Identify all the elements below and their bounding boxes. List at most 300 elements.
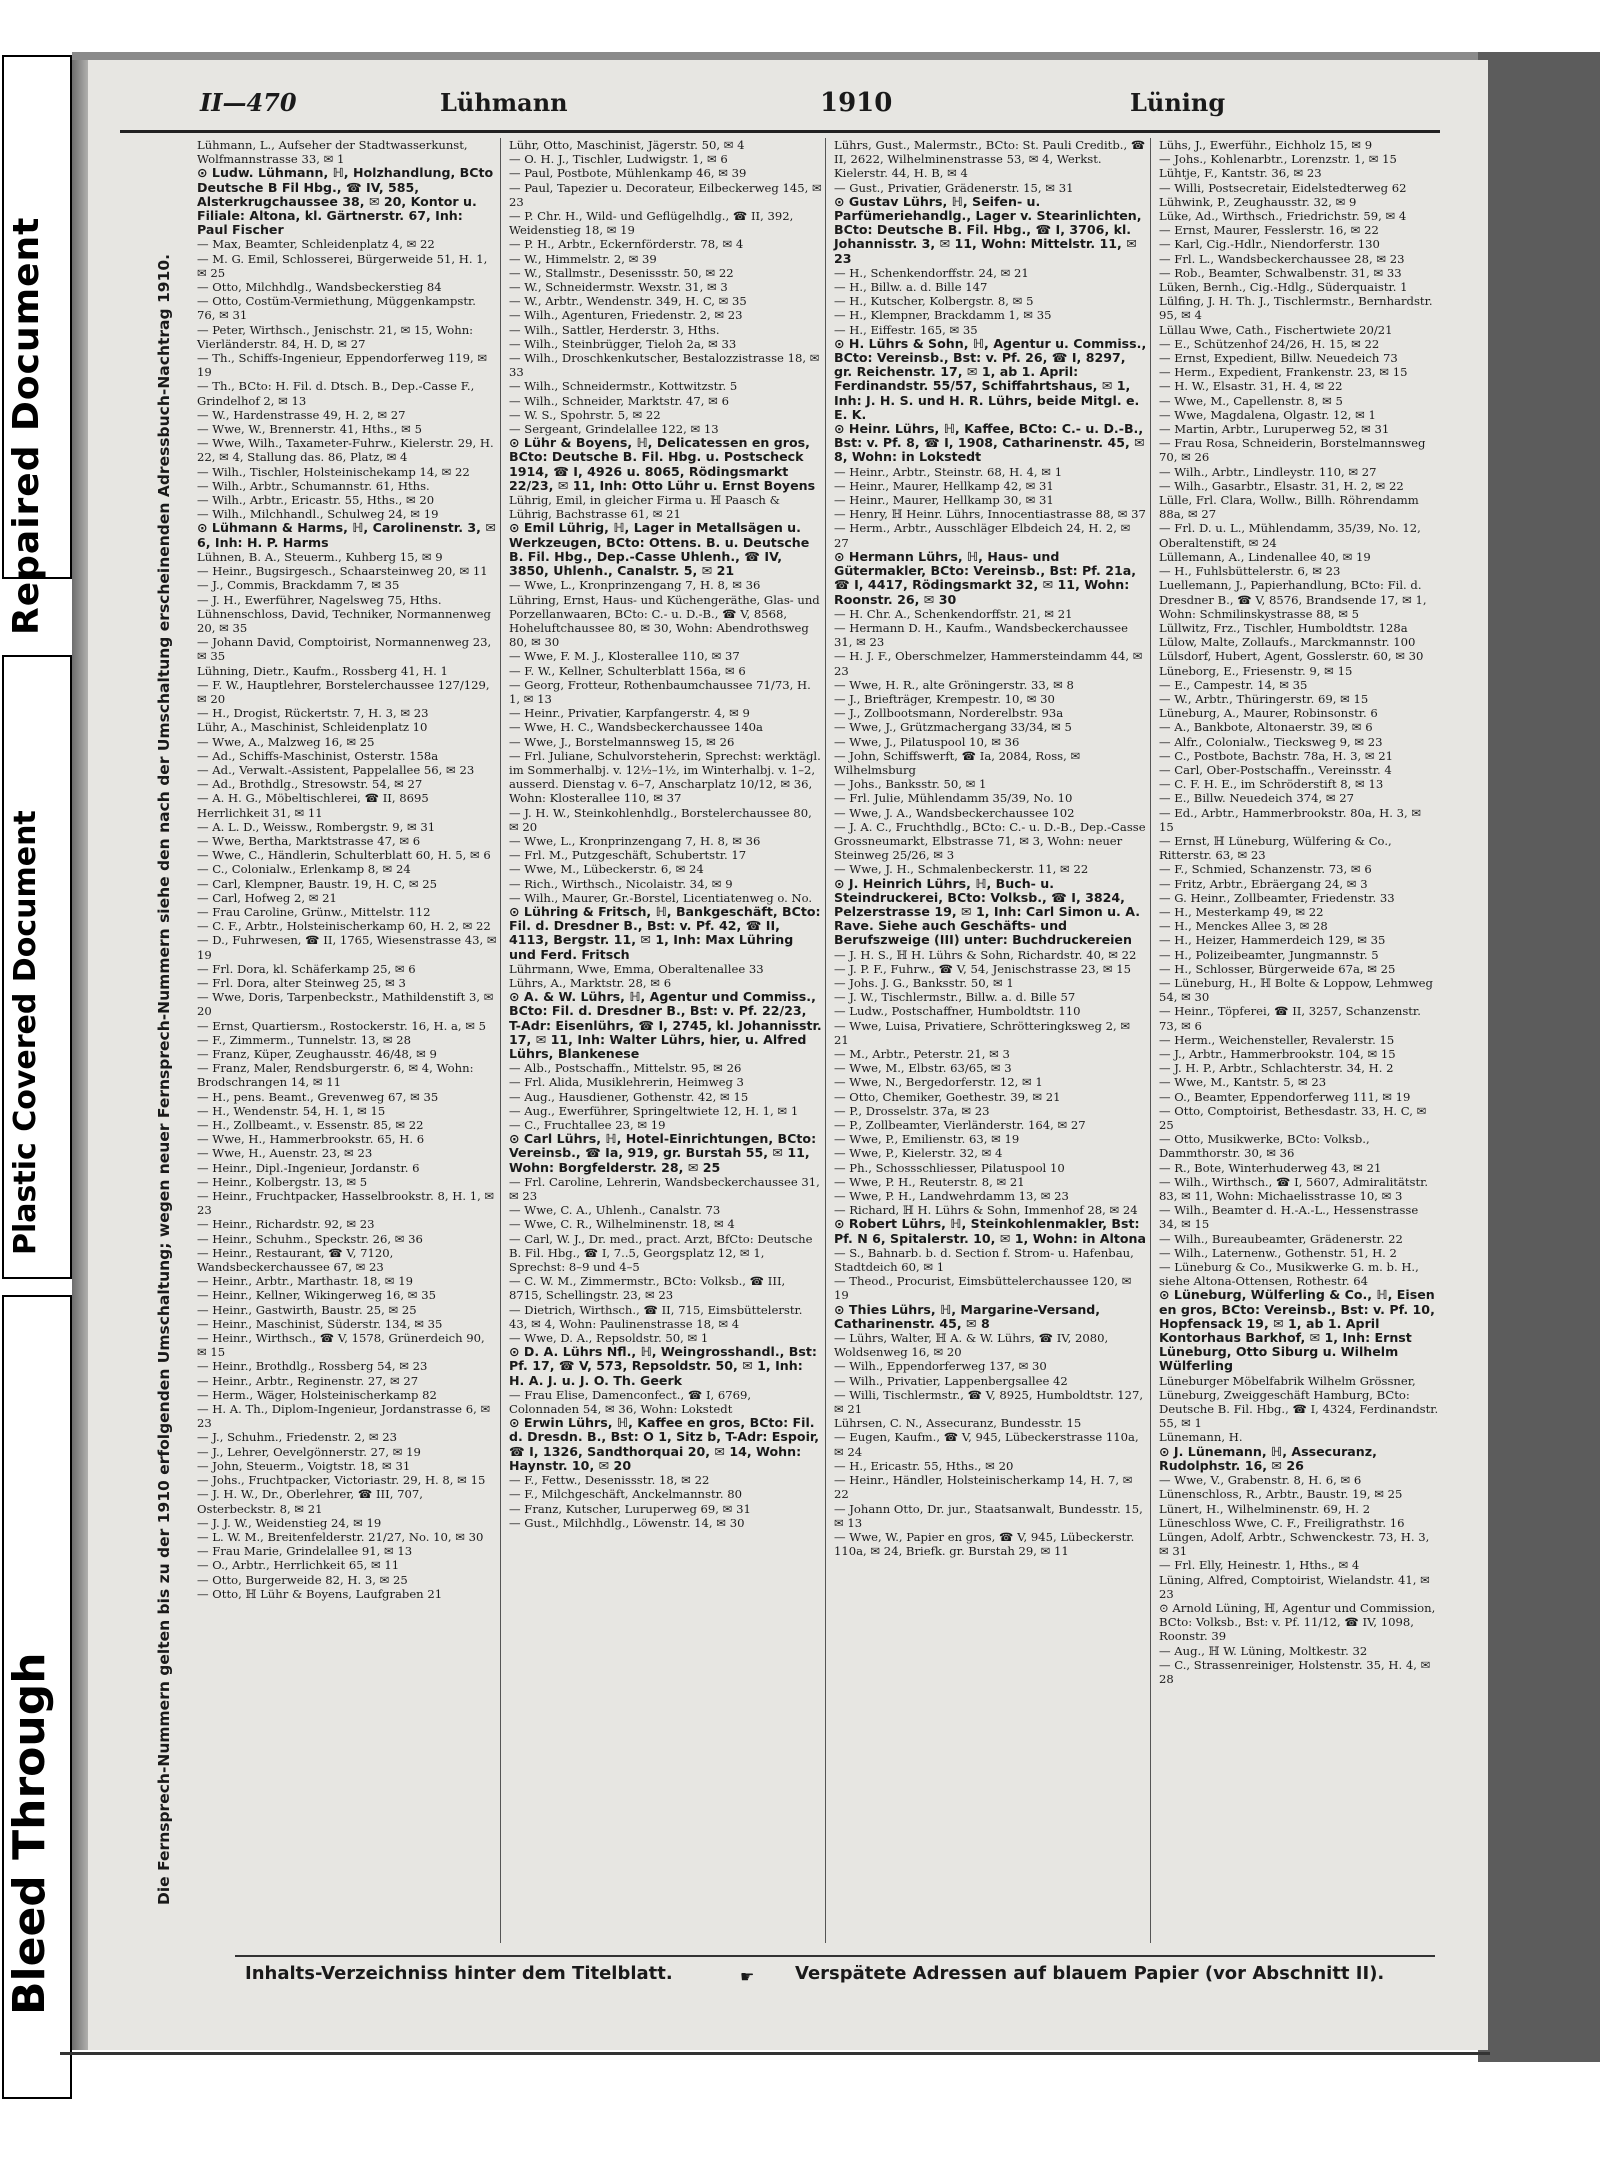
directory-entry: — Th., Schiffs-Ingenieur, Eppendorferweg 119, ✉ 19: [197, 351, 488, 380]
header-year: 1910: [820, 88, 893, 118]
directory-entry: — Johs., Kohlenarbtr., Lorenzstr. 1, ✉ 15: [1159, 152, 1397, 167]
directory-entry: — Wwe, H. C., Wandsbeckerchaussee 140a: [509, 720, 763, 735]
directory-entry: Lüngen, Adolf, Arbtr., Schwenckestr. 73, H. 3, ✉ 31: [1159, 1529, 1430, 1559]
directory-entry: ⊙ Emil Lührig, ℍ, Lager in Metallsägen u. Werkzeugen, BCto: Ottens. B. u. Deutsche B. Fil. Hbg., Dep.-Casse Uhlenh., ☎ IV, 3850, Uhlenh., Canalstr. 5, ✉ 21: [509, 520, 810, 579]
directory-entry: — Wilh., Maurer, Gr.-Borstel, Licentiatenweg o. No.: [509, 890, 813, 905]
directory-entry: — E., Schützenhof 24/26, H. 15, ✉ 22: [1159, 336, 1380, 351]
directory-entry: — Heinr., Restaurant, ☎ V, 7120, Wandsbeckerchaussee 67, ✉ 23: [197, 1245, 394, 1275]
directory-entry: — Ph., Schossschliesser, Pilatuspool 10: [834, 1160, 1065, 1175]
directory-entry: — Martin, Arbtr., Luruperweg 52, ✉ 31: [1159, 422, 1390, 437]
directory-entry: — Wwe, W., Papier en gros, ☎ V, 945, Lübeckerstr. 110a, ✉ 24, Briefk. gr. Burstah 29, ✉ 11: [834, 1529, 1135, 1559]
label-strip: [0, 55, 72, 2105]
directory-entry: — Heinr., Maurer, Hellkamp 30, ✉ 31: [834, 493, 1054, 508]
directory-entry: — M. G. Emil, Schlosserei, Bürgerweide 51, H. 1, ✉ 25: [197, 251, 488, 280]
footer-index-note: Inhalts-Verzeichniss hinter dem Titelblatt.: [245, 1963, 673, 1984]
directory-entry: — Aug., ℍ W. Lüning, Moltkestr. 32: [1159, 1643, 1368, 1658]
directory-entry: — F., Zimmerm., Tunnelstr. 13, ✉ 28: [197, 1032, 412, 1047]
directory-entry: — Wilh., Bureaubeamter, Grädenerstr. 22: [1159, 1231, 1403, 1246]
directory-entry: — O., Beamter, Eppendorferweg 111, ✉ 19: [1159, 1089, 1411, 1104]
directory-entry: — Frau Caroline, Grünw., Mittelstr. 112: [197, 904, 431, 919]
directory-entry: — Frl. Juliane, Schulvorsteherin, Sprechst: werktägl. im Sommerhalbj. v. 12½–1½, im Winterhalbj. v. 1–2, ausserd. Dienstag v. 6–7, Anscharplatz 10/12, ✉ 36, Wohn: Klosterallee 110, ✉ 37: [509, 748, 821, 806]
directory-entry: Lüneborg, E., Friesenstr. 9, ✉ 15: [1159, 663, 1353, 678]
directory-entry: — Carl, Klempner, Baustr. 19, H. C, ✉ 25: [197, 876, 438, 891]
directory-entry: — Heinr., Arbtr., Reginenstr. 27, ✉ 27: [197, 1373, 419, 1388]
directory-entry: — W., Arbtr., Wendenstr. 349, H. C, ✉ 35: [509, 294, 747, 309]
directory-entry: — Heinr., Brothdlg., Rossberg 54, ✉ 23: [197, 1359, 428, 1374]
directory-entry: — Frau Marie, Grindelallee 91, ✉ 13: [197, 1544, 413, 1559]
directory-entry: — Ed., Arbtr., Hammerbrookstr. 80a, H. 3, ✉ 15: [1159, 805, 1422, 834]
directory-entry: — Carl, Hofweg 2, ✉ 21: [197, 890, 337, 905]
directory-entry: Lüllwitz, Frz., Tischler, Humboldtstr. 128a: [1159, 620, 1408, 635]
directory-entry: — J., Zollbootsmann, Norderelbstr. 93a: [834, 706, 1064, 721]
directory-entry: — Hermann D. H., Kaufm., Wandsbeckerchaussee 31, ✉ 23: [834, 620, 1128, 650]
directory-entry: — Heinr., Schuhm., Speckstr. 26, ✉ 36: [197, 1231, 423, 1246]
directory-entry: — G. Heinr., Zollbeamter, Friedenstr. 33: [1159, 890, 1395, 905]
directory-entry: — Paul, Postbote, Mühlenkamp 46, ✉ 39: [509, 166, 747, 181]
directory-entry: — A., Bankbote, Altonaerstr. 39, ✉ 6: [1159, 720, 1373, 735]
directory-entry: Lühs, J., Ewerführ., Eichholz 15, ✉ 9: [1159, 138, 1373, 152]
directory-entry: Lülsdorf, Hubert, Agent, Gosslerstr. 60, ✉ 30: [1159, 649, 1424, 664]
directory-entry: — Wwe, J., Borstelmannsweg 15, ✉ 26: [509, 734, 735, 749]
directory-entry: — Heinr., Händler, Holsteinischerkamp 14, H. 7, ✉ 22: [834, 1473, 1133, 1502]
directory-entry: — Wilh., Privatier, Lappenbergsallee 42: [834, 1373, 1068, 1388]
directory-entry: — W., Arbtr., Thüringerstr. 69, ✉ 15: [1159, 691, 1369, 706]
directory-entry: Lülfing, J. H. Th. J., Tischlermstr., Bernhardstr. 95, ✉ 4: [1159, 294, 1433, 323]
directory-entry: ⊙ A. & W. Lührs, ℍ, Agentur und Commiss., BCto: Fil. d. Dresdner B., Bst: v. Pf. 22/23, T-Adr: Eisenlührs, ☎ I, 2745, kl. Johannisstr. 17, ✉ 11, Inh: Walter Lührs, hier, u. Alfred Lührs, Blankenese: [509, 989, 822, 1061]
plastic-covered-label: Plastic Covered Document: [8, 810, 43, 1255]
directory-entry: — J., Briefträger, Krempestr. 10, ✉ 30: [834, 691, 1055, 706]
repaired-document-label: Repaired Document: [6, 216, 47, 635]
directory-entry: Lüllemann, A., Lindenallee 40, ✉ 19: [1159, 549, 1371, 564]
directory-entry: — Lührs, Walter, ℍ A. & W. Lührs, ☎ IV, 2080, Woldsenweg 16, ✉ 20: [834, 1331, 1109, 1360]
directory-entry: — L. W. M., Breitenfelderstr. 21/27, No. 10, ✉ 30: [197, 1529, 484, 1544]
directory-entry: — Wilh., Agenturen, Friedenstr. 2, ✉ 23: [509, 308, 743, 323]
directory-entry: — Heinr., Fruchtpacker, Hasselbrookstr. 8, H. 1, ✉ 23: [197, 1189, 495, 1218]
directory-entry: Lühr, A., Maschinist, Schleidenplatz 10: [197, 720, 428, 735]
directory-entry: — Wilh., Arbtr., Lindleystr. 110, ✉ 27: [1159, 464, 1377, 479]
directory-entry: ⊙ Hermann Lührs, ℍ, Haus- und Gütermakler, BCto: Vereinsb., Bst: Pf. 21a, ☎ I, 4417, Rödingsmarkt 32, ✉ 11, Wohn: Roonstr. 26, ✉ 30: [834, 548, 1137, 607]
header-left-keyword: Lühmann: [440, 88, 568, 117]
directory-entry: — Wwe, P. H., Landwehrdamm 13, ✉ 23: [834, 1189, 1069, 1204]
directory-entry: — Wwe, H. R., alte Gröningerstr. 33, ✉ 8: [834, 677, 1074, 692]
directory-entry: — Heinr., Maurer, Hellkamp 42, ✉ 31: [834, 478, 1054, 493]
directory-entry: Lühnenschloss, David, Techniker, Normannenweg 20, ✉ 35: [197, 606, 491, 635]
directory-entry: — Wwe, P., Kielerstr. 32, ✉ 4: [834, 1146, 1003, 1161]
directory-entry: — Willi, Tischlermstr., ☎ V, 8925, Humboldtstr. 127, ✉ 21: [834, 1387, 1144, 1417]
column-4: [1157, 138, 1442, 1943]
directory-entry: — Ad., Brothdlg., Stresowstr. 54, ✉ 27: [197, 777, 423, 792]
directory-entry: — Ad., Schiffs-Maschinist, Osterstr. 158a: [197, 748, 439, 763]
directory-entry: — H., Zollbeamt., v. Essenstr. 85, ✉ 22: [197, 1118, 424, 1133]
directory-entry: — Paul, Tapezier u. Decorateur, Eilbeckerweg 145, ✉ 23: [509, 180, 822, 209]
directory-entry: — Wilh., Sattler, Herderstr. 3, Hths.: [509, 322, 720, 337]
directory-entry: Lührs, Gust., Malermstr., BCto: St. Pauli Creditb., ☎ II, 2622, Wilhelminenstrasse 53, ✉ 4, Werkst. Kielerstr. 44, H. B, ✉ 4: [834, 138, 1146, 181]
directory-entry: — H., Drogist, Rückertstr. 7, H. 3, ✉ 23: [197, 706, 429, 721]
directory-entry: — Franz, Küper, Zeughausstr. 46/48, ✉ 9: [197, 1047, 437, 1061]
directory-entry: — F. W., Hauptlehrer, Borstelerchaussee 127/129, ✉ 20: [197, 677, 490, 706]
header-right-keyword: Lüning: [1130, 88, 1226, 117]
directory-entry: — Henry, ℍ Heinr. Lührs, Innocentiastrasse 88, ✉ 37: [834, 507, 1146, 522]
directory-entry: — H., pens. Beamt., Grevenweg 67, ✉ 35: [197, 1089, 439, 1104]
directory-entry: — Herm., Expedient, Frankenstr. 23, ✉ 15: [1159, 365, 1408, 380]
directory-entry: — Gust., Milchhdlg., Löwenstr. 14, ✉ 30: [509, 1515, 745, 1530]
directory-entry: — H., Schenkendorffstr. 24, ✉ 21: [834, 265, 1029, 280]
directory-entry: — Frl. D. u. L., Mühlendamm, 35/39, No. 12, Oberaltenstift, ✉ 24: [1159, 521, 1421, 550]
page-number: II—470: [200, 88, 297, 117]
directory-entry: — Carl, W. J., Dr. med., pract. Arzt, BfCto: Deutsche B. Fil. Hbg., ☎ I, 7..5, Georgsplatz 12, ✉ 1, Sprechst: 8–9 und 4–5: [509, 1231, 813, 1275]
directory-entry: ⊙ Lüneburg, Wülferling & Co., ℍ, Eisen en gros, BCto: Vereinsb., Bst: v. Pf. 10, Hopfensack 19, ✉ 1, ab 1. April Kontorhaus Barkhof, ✉ 1, Inh: Ernst Lüneburg, Otto Siburg u. Wilhelm Wülferling: [1159, 1287, 1435, 1374]
directory-entry: — P., Drosselstr. 37a, ✉ 23: [834, 1103, 990, 1118]
directory-entry: — J. W., Tischlermstr., Billw. a. d. Bille 57: [834, 990, 1076, 1005]
directory-entry: — Ernst, ℍ Lüneburg, Wülfering & Co., Ritterstr. 63, ✉ 23: [1159, 833, 1392, 863]
directory-entry: — Johs., Fruchtpacker, Victoriastr. 29, H. 8, ✉ 15: [197, 1473, 486, 1488]
directory-entry: — Johann David, Comptoirist, Normannenweg 23, ✉ 35: [197, 635, 492, 664]
directory-entry: — C., Strassenreiniger, Holstenstr. 35, H. 4, ✉ 28: [1159, 1657, 1431, 1686]
directory-entry: — Otto, Chemiker, Goethestr. 39, ✉ 21: [834, 1089, 1061, 1104]
directory-entry: — Heinr., Bugsirgesch., Schaarsteinweg 20, ✉ 11: [197, 564, 488, 579]
directory-entry: — Heinr., Arbtr., Steinstr. 68, H. 4, ✉ 1: [834, 464, 1063, 479]
directory-entry: Lüken, Bernh., Cig.-Hdlg., Süderquaistr. 1: [1159, 280, 1408, 295]
directory-entry: — Wwe, P. H., Reuterstr. 8, ✉ 21: [834, 1174, 1025, 1189]
directory-entry: — Aug., Hausdiener, Gothenstr. 42, ✉ 15: [509, 1089, 749, 1104]
directory-entry: — H., Schlosser, Bürgerweide 67a, ✉ 25: [1159, 961, 1396, 976]
directory-entry: — Heinr., Richardstr. 92, ✉ 23: [197, 1217, 375, 1232]
directory-entry: — Wwe, M., Elbstr. 63/65, ✉ 3: [834, 1061, 1012, 1076]
directory-entry: Lüneburger Möbelfabrik Wilhelm Grössner, Lüneburg, Zweiggeschäft Hamburg, BCto: Deutsche B. Fil. Hbg., ☎ I, 4324, Ferdinandstr. 55, ✉ 1: [1159, 1373, 1439, 1431]
directory-entry: ⊙ D. A. Lührs Nfl., ℍ, Weingrosshandl., Bst: Pf. 17, ☎ V, 573, Repsoldstr. 50, ✉ 1, Inh: H. A. J. u. J. O. Th. Geerk: [509, 1344, 817, 1388]
directory-entry: — J., Commis, Brackdamm 7, ✉ 35: [197, 578, 400, 593]
directory-entry: — H., Heizer, Hammerdeich 129, ✉ 35: [1159, 933, 1386, 948]
directory-entry: — Wwe, A., Malzweg 16, ✉ 25: [197, 734, 375, 749]
directory-entry: — Otto, Milchhdlg., Wandsbeckerstieg 84: [197, 280, 442, 295]
directory-entry: — H. J. F., Oberschmelzer, Hammersteindamm 44, ✉ 23: [834, 649, 1143, 678]
directory-entry: — Frl. Julie, Mühlendamm 35/39, No. 10: [834, 791, 1073, 806]
directory-entry: ⊙ Arnold Lüning, ℍ, Agentur und Commission, BCto: Volksb., Bst: v. Pf. 11/12, ☎ IV, 1098, Roonstr. 39: [1159, 1600, 1436, 1644]
directory-entry: — Ernst, Quartiersm., Rostockerstr. 16, H. a, ✉ 5: [197, 1018, 487, 1033]
directory-entry: — Lüneburg, H., ℍ Bolte & Loppow, Lehmweg 54, ✉ 30: [1159, 975, 1433, 1005]
directory-entry: Lüke, Ad., Wirthsch., Friedrichstr. 59, ✉ 4: [1159, 209, 1407, 224]
directory-entry: — A. H. G., Möbeltischlerei, ☎ II, 8695 Herrlichkeit 31, ✉ 11: [197, 791, 429, 820]
directory-entry: — Alb., Postschaffn., Mittelstr. 95, ✉ 26: [509, 1061, 742, 1076]
directory-entry: — W., Hardenstrasse 49, H. 2, ✉ 27: [197, 407, 406, 422]
directory-entry: — J. A. C., Fruchthdlg., BCto: C.- u. D.-B., Dep.-Casse Grossneumarkt, Elbstrasse 71, ✉ 3, Wohn: neuer Steinweg 25/26, ✉ 3: [834, 819, 1146, 863]
directory-entry: — Wwe, C., Händlerin, Schulterblatt 60, H. 5, ✉ 6: [197, 848, 491, 863]
directory-entry: Lühnen, B. A., Steuerm., Kuhberg 15, ✉ 9: [197, 549, 443, 564]
directory-entry: — H., Klempner, Brackdamm 1, ✉ 35: [834, 308, 1052, 323]
directory-entry: Lühmann, L., Aufseher der Stadtwasserkunst, Wolfmannstrasse 33, ✉ 1: [197, 138, 468, 167]
directory-entry: — C., Postbote, Bachstr. 78a, H. 3, ✉ 21: [1159, 748, 1394, 763]
directory-entry: Lüneburg, A., Maurer, Robinsonstr. 6: [1159, 706, 1378, 721]
directory-entry: — Frl. L., Wandsbeckerchaussee 28, ✉ 23: [1159, 251, 1405, 266]
directory-entry: ⊙ Lühmann & Harms, ℍ, Carolinenstr. 3, ✉ 6, Inh: H. P. Harms: [197, 520, 496, 550]
directory-entry: — Ad., Verwalt.-Assistent, Pappelallee 56, ✉ 23: [197, 762, 475, 777]
pointing-hand-icon: ☛: [740, 1967, 755, 1986]
directory-entry: — Wwe, F. M. J., Klosterallee 110, ✉ 37: [509, 649, 740, 664]
directory-entry: — Th., BCto: H. Fil. d. Dtsch. B., Dep.-Casse F., Grindelhof 2, ✉ 13: [197, 379, 475, 408]
directory-entry: — Heinr., Gastwirth, Baustr. 25, ✉ 25: [197, 1302, 417, 1317]
directory-entry: — Heinr., Wirthsch., ☎ V, 1578, Grünerdeich 90, ✉ 15: [197, 1331, 485, 1360]
directory-entry: — Wilh., Wirthsch., ☎ I, 5607, Admiralitätstr. 83, ✉ 11, Wohn: Michaelisstrasse 10, ✉ 3: [1159, 1174, 1429, 1204]
side-banner-text: Die Fernsprech-Nummern gelten bis zu der 1910 erfolgenden Umschaltung; wegen neuer Fernsprech-Nummern siehe den nach der Umschaltung erscheinenden Adressbuch-Nachtrag 1910.: [155, 253, 173, 1905]
directory-entry: — Richard, ℍ H. Lührs & Sohn, Immenhof 28, ✉ 24: [834, 1203, 1138, 1218]
directory-entry: — W., Himmelstr. 2, ✉ 39: [509, 251, 657, 266]
directory-entry: Lührig, Emil, in gleicher Firma u. ℍ Paasch & Lührig, Bachstrasse 61, ✉ 21: [509, 493, 780, 522]
directory-entry: — Wwe, M., Kantstr. 5, ✉ 23: [1159, 1075, 1327, 1090]
directory-entry: — A. L. D., Weissw., Rombergstr. 9, ✉ 31: [197, 819, 436, 834]
directory-entry: — Heinr., Töpferei, ☎ II, 3257, Schanzenstr. 73, ✉ 6: [1159, 1004, 1421, 1033]
directory-entry: — E., Campestr. 14, ✉ 35: [1159, 677, 1308, 692]
directory-entry: — Wilh., Gasarbtr., Elsastr. 31, H. 2, ✉ 22: [1159, 478, 1404, 493]
directory-entry: — F., Fettw., Desenissstr. 18, ✉ 22: [509, 1473, 710, 1488]
directory-entry: — Eugen, Kaufm., ☎ V, 945, Lübeckerstrasse 110a, ✉ 24: [834, 1430, 1139, 1459]
directory-entry: — Wilh., Arbtr., Schumannstr. 61, Hths.: [197, 478, 430, 493]
directory-entry: — Wwe, Magdalena, Olgastr. 12, ✉ 1: [1159, 407, 1376, 422]
directory-entry: — Rob., Beamter, Schwalbenstr. 31, ✉ 33: [1159, 265, 1402, 280]
directory-entry: — O. H. J., Tischler, Ludwigstr. 1, ✉ 6: [509, 152, 728, 167]
directory-entry: — Frl. M., Putzgeschäft, Schubertstr. 17: [509, 848, 747, 863]
directory-entry: — Wilh., Laternenw., Gothenstr. 51, H. 2: [1159, 1245, 1397, 1260]
directory-entry: Lühtje, F., Kantstr. 36, ✉ 23: [1159, 166, 1322, 181]
directory-entry: — John, Schiffswerft, ☎ Ia, 2084, Ross, ✉ Wilhelmsburg: [834, 748, 1081, 777]
directory-entry: Lührsen, C. N., Assecuranz, Bundesstr. 15: [834, 1416, 1082, 1431]
directory-entry: ⊙ J. Heinrich Lührs, ℍ, Buch- u. Steindruckerei, BCto: Volksb., ☎ I, 3824, Pelzerstrasse 19, ✉ 1, Inh: Carl Simon u. A. Rave. Siehe auch Geschäfts- und Berufszweige (III) unter: Buchdruckereien: [834, 875, 1140, 948]
directory-entry: — W., Schneidermstr. Wexstr. 31, ✉ 3: [509, 280, 728, 295]
directory-entry: — Wilh., Milchhandl., Schulweg 24, ✉ 19: [197, 507, 439, 522]
directory-entry: — John, Steuerm., Voigtstr. 18, ✉ 31: [197, 1458, 411, 1473]
directory-entry: — Herm., Weichensteller, Revalerstr. 15: [1159, 1032, 1395, 1047]
page-header: [120, 80, 1440, 133]
directory-entry: — Karl, Cig.-Hdlr., Niendorferstr. 130: [1159, 237, 1380, 252]
directory-entry: — H. W., Elsastr. 31, H. 4, ✉ 22: [1159, 379, 1343, 394]
directory-entry: ⊙ Robert Lührs, ℍ, Steinkohlenmakler, Bst: Pf. N 6, Spitalerstr. 10, ✉ 1, Wohn: in Altona: [834, 1216, 1147, 1246]
directory-entry: ⊙ Erwin Lührs, ℍ, Kaffee en gros, BCto: Fil. d. Dresdn. B., Bst: O 1, Sitz b, T-Adr: Espoir, ☎ I, 1326, Sandthorquai 20, ✉ 14, Wohn: Haynstr. 10, ✉ 20: [509, 1415, 820, 1473]
directory-entry: — Max, Beamter, Schleidenplatz 4, ✉ 22: [197, 237, 435, 252]
directory-entry: Lührs, A., Marktstr. 28, ✉ 6: [509, 975, 672, 990]
directory-entry: Lührmann, Wwe, Emma, Oberaltenallee 33: [509, 961, 764, 976]
directory-entry: Lüneschloss Wwe, C. F., Freiligrathstr. 16: [1159, 1515, 1405, 1530]
directory-entry: ⊙ Gustav Lührs, ℍ, Seifen- u. Parfümeriehandlg., Lager v. Stearinlichten, BCto: Deutsche B. Fil. Hbg., ☎ I, 3706, kl. Johannisstr. 3, ✉ 11, Wohn: Mittelstr. 11, ✉ 23: [834, 193, 1142, 266]
directory-entry: — Otto, Musikwerke, BCto: Volksb., Dammthorstr. 30, ✉ 36: [1159, 1132, 1370, 1161]
directory-entry: — Wwe, H., Hammerbrookstr. 65, H. 6: [197, 1132, 425, 1147]
directory-entry: — Wwe, L., Kronprinzengang 7, H. 8, ✉ 36: [509, 578, 761, 593]
directory-entry: — Heinr., Maschinist, Süderstr. 134, ✉ 35: [197, 1316, 443, 1331]
directory-entry: ⊙ Lühr & Boyens, ℍ, Delicatessen en gros, BCto: Deutsche B. Fil. Hbg. u. Postscheck 1914, ☎ I, 4926 u. 8065, Rödingsmarkt 22/23, ✉ 11, Inh: Otto Lühr u. Ernst Boyens: [509, 435, 816, 493]
bleed-through-label: Bleed Through: [4, 1652, 55, 2015]
directory-entry: — Ernst, Maurer, Fesslerstr. 16, ✉ 22: [1159, 223, 1379, 238]
directory-entry: ⊙ Lühring & Fritsch, ℍ, Bankgeschäft, BCto: Fil. d. Dresdner B., Bst: v. Pf. 42, ☎ II, 4113, Bergstr. 11, ✉ 1, Inh: Max Lühring und Ferd. Fritsch: [509, 903, 821, 962]
directory-entry: Lüning, Alfred, Comptoirist, Wielandstr. 41, ✉ 23: [1159, 1572, 1430, 1601]
directory-entry: — F. W., Kellner, Schulterblatt 156a, ✉ 6: [509, 663, 746, 678]
directory-entry: Luellemann, J., Papierhandlung, BCto: Fil. d. Dresdner B., ☎ V, 8576, Brandsende 17, ✉ 1, Wohn: Schmilinskystrasse 88, ✉ 5: [1159, 578, 1427, 621]
directory-entry: — Heinr., Kolbergstr. 13, ✉ 5: [197, 1174, 368, 1189]
directory-entry: Lülle, Frl. Clara, Wollw., Billh. Röhrendamm 88a, ✉ 27: [1159, 493, 1419, 522]
directory-entry: — Franz, Maler, Rendsburgerstr. 6, ✉ 4, Wohn: Brodschrangen 14, ✉ 11: [197, 1061, 474, 1090]
directory-entry: — Johann Otto, Dr. jur., Staatsanwalt, Bundesstr. 15, ✉ 13: [834, 1501, 1143, 1530]
directory-entry: — J. H. S., ℍ H. Lührs & Sohn, Richardstr. 40, ✉ 22: [834, 947, 1137, 962]
directory-entry: — R., Bote, Winterhuderweg 43, ✉ 21: [1159, 1160, 1382, 1175]
directory-entry: — F., Milchgeschäft, Anckelmannstr. 80: [509, 1487, 743, 1502]
directory-entry: — C. F. H. E., im Schröderstift 8, ✉ 13: [1159, 777, 1384, 792]
directory-entry: — J. H. W., Dr., Oberlehrer, ☎ III, 707, Osterbeckstr. 8, ✉ 21: [197, 1487, 423, 1516]
column-2: [507, 138, 826, 1943]
directory-entry: — Johs., Banksstr. 50, ✉ 1: [834, 777, 987, 792]
directory-entry: — Frl. Alida, Musiklehrerin, Heimweg 3: [509, 1075, 744, 1090]
page-bottom-rule: [60, 2052, 1490, 2055]
directory-entry: — Wwe, P., Emilienstr. 63, ✉ 19: [834, 1132, 1020, 1147]
directory-entry: — Wwe, L., Kronprinzengang 7, H. 8, ✉ 36: [509, 833, 761, 848]
directory-entry: — Wwe, J. A., Wandsbeckerchaussee 102: [834, 805, 1075, 820]
directory-entry: — H., Mesterkamp 49, ✉ 22: [1159, 904, 1324, 919]
directory-entry: — M., Arbtr., Peterstr. 21, ✉ 3: [834, 1047, 1010, 1061]
directory-entry: — S., Bahnarb. b. d. Section f. Strom- u. Hafenbau, Stadtdeich 60, ✉ 1: [834, 1245, 1134, 1275]
directory-entry: — Frau Rosa, Schneiderin, Borstelmannsweg 70, ✉ 26: [1159, 436, 1426, 465]
directory-entry: Lünenschloss, R., Arbtr., Baustr. 19, ✉ 25: [1159, 1487, 1403, 1502]
directory-entry: — Wilh., Eppendorferweg 137, ✉ 30: [834, 1359, 1047, 1374]
directory-entry: — Wwe, Doris, Tarpenbeckstr., Mathildenstift 3, ✉ 20: [197, 990, 494, 1019]
directory-entry: — Dietrich, Wirthsch., ☎ II, 715, Eimsbüttelerstr. 43, ✉ 4, Wohn: Paulinenstrasse 18, ✉ 4: [509, 1302, 803, 1331]
directory-entry: — J., Arbtr., Hammerbrookstr. 104, ✉ 15: [1159, 1047, 1396, 1061]
directory-entry: — Lüneburg & Co., Musikwerke G. m. b. H., siehe Altona-Ottensen, Rothestr. 64: [1159, 1260, 1419, 1289]
directory-entry: — F., Schmied, Schanzenstr. 73, ✉ 6: [1159, 862, 1372, 877]
directory-entry: Lülow, Malte, Zollaufs., Marckmannstr. 100: [1159, 635, 1416, 650]
directory-entry: — Otto, ℍ Lühr & Boyens, Laufgraben 21: [197, 1586, 443, 1601]
directory-entry: Lünert, H., Wilhelminenstr. 69, H. 2: [1159, 1501, 1371, 1516]
directory-entry: — Wilh., Beamter d. H.-A.-L., Hessenstrasse 34, ✉ 15: [1159, 1203, 1419, 1232]
directory-entry: — Herm., Wäger, Holsteinischerkamp 82: [197, 1387, 437, 1402]
directory-entry: Lüllau Wwe, Cath., Fischertwiete 20/21: [1159, 322, 1393, 337]
directory-entry: — Wilh., Schneidermstr., Kottwitzstr. 5: [509, 379, 738, 394]
directory-entry: ⊙ Thies Lührs, ℍ, Margarine-Versand, Catharinenstr. 45, ✉ 8: [834, 1301, 1101, 1331]
directory-entry: — H., Eiffestr. 165, ✉ 35: [834, 322, 978, 337]
directory-entry: — Wwe, J., Grützmachergang 33/34, ✉ 5: [834, 720, 1072, 735]
directory-entry: Lühwink, P., Zeughausstr. 32, ✉ 9: [1159, 194, 1357, 209]
directory-entry: — Wwe, Luisa, Privatiere, Schrötteringksweg 2, ✉ 21: [834, 1018, 1131, 1047]
directory-entry: — Peter, Wirthsch., Jenischstr. 21, ✉ 15, Wohn: Vierländerstr. 84, H. D, ✉ 27: [197, 322, 474, 351]
directory-entry: — Frl. Dora, kl. Schäferkamp 25, ✉ 6: [197, 961, 416, 976]
directory-entry: — H., Fuhlsbüttelerstr. 6, ✉ 23: [1159, 564, 1341, 579]
directory-entry: — Wwe, D. A., Repsoldstr. 50, ✉ 1: [509, 1331, 709, 1346]
directory-entry: — Carl, Ober-Postschaffn., Vereinsstr. 4: [1159, 762, 1392, 777]
directory-entry: ⊙ Heinr. Lührs, ℍ, Kaffee, BCto: C.- u. D.-B., Bst: v. Pf. 8, ☎ I, 1908, Catharinenstr. 45, ✉ 8, Wohn: in Lokstedt: [834, 421, 1145, 465]
directory-entry: — Heinr., Dipl.-Ingenieur, Jordanstr. 6: [197, 1160, 420, 1175]
footer-late-addresses-note: Verspätete Adressen auf blauem Papier (vor Abschnitt II).: [795, 1963, 1385, 1984]
side-banner: [155, 205, 185, 1905]
directory-entry: — H. A. Th., Diplom-Ingenieur, Jordanstrasse 6, ✉ 23: [197, 1402, 491, 1431]
directory-entry: — C., Fruchtallee 23, ✉ 19: [509, 1118, 666, 1133]
directory-entry: — Aug., Ewerführer, Springeltwiete 12, H. 1, ✉ 1: [509, 1103, 799, 1118]
column-1: [195, 138, 501, 1943]
directory-entry: — Fritz, Arbtr., Ebräergang 24, ✉ 3: [1159, 876, 1368, 891]
directory-entry: — C. W. M., Zimmermstr., BCto: Volksb., ☎ III, 8715, Schellingstr. 23, ✉ 23: [509, 1274, 786, 1303]
directory-entry: — J., Schuhm., Friedenstr. 2, ✉ 23: [197, 1430, 398, 1445]
directory-entry: — J., Lehrer, Oevelgönnerstr. 27, ✉ 19: [197, 1444, 421, 1459]
page-footer: [235, 1955, 1435, 1987]
directory-entry: — Ernst, Expedient, Billw. Neuedeich 73: [1159, 351, 1398, 366]
directory-entry: — O., Arbtr., Herrlichkeit 65, ✉ 11: [197, 1558, 400, 1573]
directory-entry: — Herm., Arbtr., Ausschläger Elbdeich 24, H. 2, ✉ 27: [834, 521, 1131, 550]
directory-entry: — Heinr., Arbtr., Marthastr. 18, ✉ 19: [197, 1274, 413, 1289]
directory-entry: — C. F., Arbtr., Holsteinischerkamp 60, H. 2, ✉ 22: [197, 919, 491, 934]
scan-right-edge: [1478, 52, 1600, 2062]
directory-entry: — Frl. Dora, alter Steinweg 25, ✉ 3: [197, 975, 406, 990]
directory-entry: — Franz, Kutscher, Luruperweg 69, ✉ 31: [509, 1501, 751, 1516]
directory-entry: — Otto, Burgerweide 82, H. 3, ✉ 25: [197, 1572, 408, 1587]
directory-entry: — Wilh., Arbtr., Ericastr. 55, Hths., ✉ 20: [197, 493, 435, 508]
directory-entry: — Wwe, M., Lübeckerstr. 6, ✉ 24: [509, 862, 704, 877]
directory-entry: — Wilh., Schneider, Marktstr. 47, ✉ 6: [509, 393, 729, 408]
directory-entry: — Otto, Comptoirist, Bethesdastr. 33, H. C, ✉ 25: [1159, 1103, 1427, 1133]
directory-entry: — D., Fuhrwesen, ☎ II, 1765, Wiesenstrasse 43, ✉ 19: [197, 933, 497, 962]
directory-entry: — Otto, Costüm-Vermiethung, Müggenkampstr. 76, ✉ 31: [197, 294, 476, 323]
directory-entry: — Gust., Privatier, Grädenerstr. 15, ✉ 31: [834, 180, 1074, 195]
directory-entry: — Wwe, C. A., Uhlenh., Canalstr. 73: [509, 1203, 721, 1218]
directory-entry: — Frau Elise, Damenconfect., ☎ I, 6769, Colonnaden 54, ✉ 36, Wohn: Lokstedt: [509, 1387, 752, 1417]
directory-entry: — P., Zollbeamter, Vierländerstr. 164, ✉ 27: [834, 1118, 1086, 1133]
directory-entry: — J. H. P., Arbtr., Schlachterstr. 34, H. 2: [1159, 1061, 1394, 1076]
directory-entry: ⊙ J. Lünemann, ℍ, Assecuranz, Rudolphstr. 16, ✉ 26: [1159, 1443, 1377, 1473]
directory-entry: — C., Colonialw., Erlenkamp 8, ✉ 24: [197, 862, 411, 877]
directory-entry: — J. H., Ewerführer, Nagelsweg 75, Hths.: [197, 592, 442, 607]
directory-entry: — Willi, Postsecretair, Eidelstedterweg 62: [1159, 180, 1407, 195]
directory-entry: — Wilh., Droschkenkutscher, Bestalozzistrasse 18, ✉ 33: [509, 351, 820, 380]
directory-entry: — Wwe, J. H., Schmalenbeckerstr. 11, ✉ 22: [834, 862, 1089, 877]
directory-entry: — Theod., Procurist, Eimsbüttelerchaussee 120, ✉ 19: [834, 1274, 1132, 1303]
directory-entry: — J. P. F., Fuhrw., ☎ V, 54, Jenischstrasse 23, ✉ 15: [834, 961, 1131, 976]
directory-entry: — H., Wendenstr. 54, H. 1, ✉ 15: [197, 1103, 386, 1118]
directory-entry: Lühr, Otto, Maschinist, Jägerstr. 50, ✉ 4: [509, 138, 745, 152]
directory-entry: — Wwe, V., Grabenstr. 8, H. 6, ✉ 6: [1159, 1473, 1362, 1488]
directory-entry: — H., Menckes Allee 3, ✉ 28: [1159, 919, 1328, 934]
directory-entry: — Wwe, N., Bergedorferstr. 12, ✉ 1: [834, 1075, 1043, 1090]
directory-entry: — Wwe, C. R., Wilhelminenstr. 18, ✉ 4: [509, 1217, 735, 1232]
directory-entry: — Heinr., Privatier, Karpfangerstr. 4, ✉ 9: [509, 706, 750, 721]
directory-entry: — Wwe, M., Capellenstr. 8, ✉ 5: [1159, 393, 1343, 408]
directory-entry: — Heinr., Kellner, Wikingerweg 16, ✉ 35: [197, 1288, 436, 1303]
directory-entry: — Georg, Frotteur, Rothenbaumchaussee 71/73, H. 1, ✉ 13: [509, 677, 811, 706]
column-3: [832, 138, 1151, 1943]
directory-entry: — Sergeant, Grindelallee 122, ✉ 13: [509, 422, 719, 437]
directory-entry: — Wilh., Steinbrügger, Tieloh 2a, ✉ 33: [509, 336, 737, 351]
directory-entry: Lühring, Ernst, Haus- und Küchengeräthe, Glas- und Porzellanwaaren, BCto: C.- u. D.-B., ☎ V, 8568, Hoheluftchaussee 80, ✉ 30, Wohn: Abendrothsweg 80, ✉ 30: [509, 592, 820, 650]
directory-entry: — P. H., Arbtr., Eckernförderstr. 78, ✉ 4: [509, 237, 744, 252]
directory-entry: ⊙ H. Lührs & Sohn, ℍ, Agentur u. Commiss., BCto: Vereinsb., Bst: v. Pf. 26, ☎ I, 8297, gr. Reichenstr. 17, ✉ 1, ab 1. April: Ferdinandstr. 55/57, Schiffahrtshaus, ✉ 1, Inh: J. H. S. und H. R. Lührs, beide Mitgl. e. E. K.: [834, 335, 1147, 422]
directory-entry: — Wwe, J., Pilatuspool 10, ✉ 36: [834, 734, 1020, 749]
directory-entry: — H., Billw. a. d. Bille 147: [834, 280, 988, 295]
directory-entry: — Rich., Wirthsch., Nicolaistr. 34, ✉ 9: [509, 876, 733, 891]
directory-entry: — Alfr., Colonialw., Tiecksweg 9, ✉ 23: [1159, 734, 1383, 749]
directory-entry: Lühning, Dietr., Kaufm., Rossberg 41, H. 1: [197, 663, 448, 678]
directory-entry: — W., Stallmstr., Desenissstr. 50, ✉ 22: [509, 265, 734, 280]
directory-entry: — Wwe, H., Auenstr. 23, ✉ 23: [197, 1146, 373, 1161]
directory-entry: — H., Polizeibeamter, Jungmannstr. 5: [1159, 947, 1379, 962]
directory-entry: — Wwe, Wilh., Taxameter-Fuhrw., Kielerstr. 29, H. 22, ✉ 4, Stallung das. 86, Platz, ✉ 4: [197, 436, 494, 465]
directory-columns: [195, 138, 1445, 1943]
directory-entry: — Johs. J. G., Banksstr. 50, ✉ 1: [834, 975, 1014, 990]
directory-entry: — Frl. Elly, Heinestr. 1, Hths., ✉ 4: [1159, 1558, 1360, 1573]
directory-entry: — Ludw., Postschaffner, Humboldtstr. 110: [834, 1004, 1081, 1019]
directory-entry: — H., Kutscher, Kolbergstr. 8, ✉ 5: [834, 294, 1034, 309]
directory-entry: — P. Chr. H., Wild- und Geflügelhdlg., ☎ II, 392, Weidenstieg 18, ✉ 19: [509, 209, 794, 238]
directory-entry: — J. H. W., Steinkohlenhdlg., Borstelerchaussee 80, ✉ 20: [509, 805, 812, 834]
directory-entry: Lünemann, H.: [1159, 1430, 1243, 1445]
directory-entry: — H. Chr. A., Schenkendorffstr. 21, ✉ 21: [834, 606, 1073, 621]
directory-entry: — Wwe, W., Brennerstr. 41, Hths., ✉ 5: [197, 422, 422, 437]
directory-entry: ⊙ Carl Lührs, ℍ, Hotel-Einrichtungen, BCto: Vereinsb., ☎ Ia, 919, gr. Burstah 55, ✉ 11, Wohn: Borgfelderstr. 28, ✉ 25: [509, 1131, 817, 1175]
directory-entry: — W. S., Spohrstr. 5, ✉ 22: [509, 407, 661, 422]
directory-entry: — H., Ericastr. 55, Hths., ✉ 20: [834, 1458, 1014, 1473]
directory-entry: — E., Billw. Neuedeich 374, ✉ 27: [1159, 791, 1354, 806]
directory-entry: — J. J. W., Weidenstieg 24, ✉ 19: [197, 1515, 382, 1530]
